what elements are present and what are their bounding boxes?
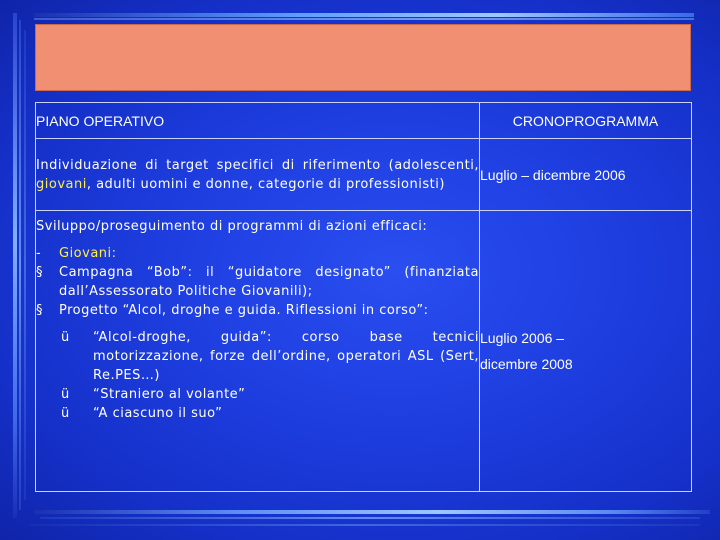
table-row-targets [36, 139, 692, 211]
decorative-bar-bottom [34, 510, 710, 514]
decorative-bar-bottom-thin [40, 517, 700, 519]
list-marker: § [36, 303, 43, 318]
table-row-programs [36, 211, 692, 492]
check-marker: ü [61, 330, 70, 345]
decorative-bar-top-thin [34, 18, 694, 20]
row1-description [36, 156, 479, 194]
row1-description-cell [36, 139, 480, 211]
decorative-bar-left [13, 13, 17, 518]
list-item [36, 244, 479, 263]
decorative-bar-left-thin [19, 20, 21, 510]
check-marker: ü [61, 387, 70, 402]
table-header-row [36, 103, 692, 139]
row2-schedule-line2: dicembre 2008 [480, 356, 573, 372]
sub-list-item [61, 328, 479, 385]
row1-schedule: Luglio – dicembre 2006 [480, 139, 692, 211]
decorative-bar-bottom-thinner [30, 524, 700, 526]
sub-list-item-text: “A ciascuno il suo” [93, 406, 223, 421]
header-piano-operativo: PIANO OPERATIVO [36, 103, 480, 139]
sub-list-item [61, 385, 479, 404]
list-item [36, 301, 479, 320]
header-cronoprogramma: CRONOPROGRAMMA [480, 103, 692, 139]
row2-intro: Sviluppo/proseguimento di programmi di azioni efficaci: [36, 219, 428, 234]
decorative-bar-top [34, 13, 694, 17]
check-marker: ü [61, 406, 70, 421]
sub-list-item [61, 404, 479, 423]
decorative-bar-left-thinner [24, 30, 26, 500]
list-marker: § [36, 265, 43, 280]
row1-text-before: Individuazione di target specifici di riferimento (adolescenti, [36, 157, 479, 173]
row1-text-after: , adulti uomini e donne, categorie di professionisti) [86, 176, 445, 192]
list-item-text: Progetto “Alcol, droghe e guida. Riflessioni in corso”: [59, 303, 429, 318]
row1-highlight: giovani [36, 176, 87, 192]
sub-list-item-text: “Alcol-droghe, guida”: corso base tecnici motorizzazione, forze dell’ordine, operatori ASL (Sert, Re.PES…) [93, 330, 479, 383]
list-item-text: Giovani: [59, 246, 117, 261]
list-marker: - [36, 246, 42, 261]
row2-description-cell [36, 211, 480, 492]
plan-table [35, 102, 692, 492]
list-item [36, 263, 479, 301]
list-item-text: Campagna “Bob”: il “guidatore designato” (finanziata dall’Assessorato Politiche Giovanili); [59, 265, 479, 299]
slide-title-box [35, 24, 691, 91]
sub-list-item-text: “Straniero al volante” [93, 387, 246, 402]
row2-schedule-line1: Luglio 2006 – [480, 330, 565, 346]
row2-schedule-cell [480, 211, 692, 492]
